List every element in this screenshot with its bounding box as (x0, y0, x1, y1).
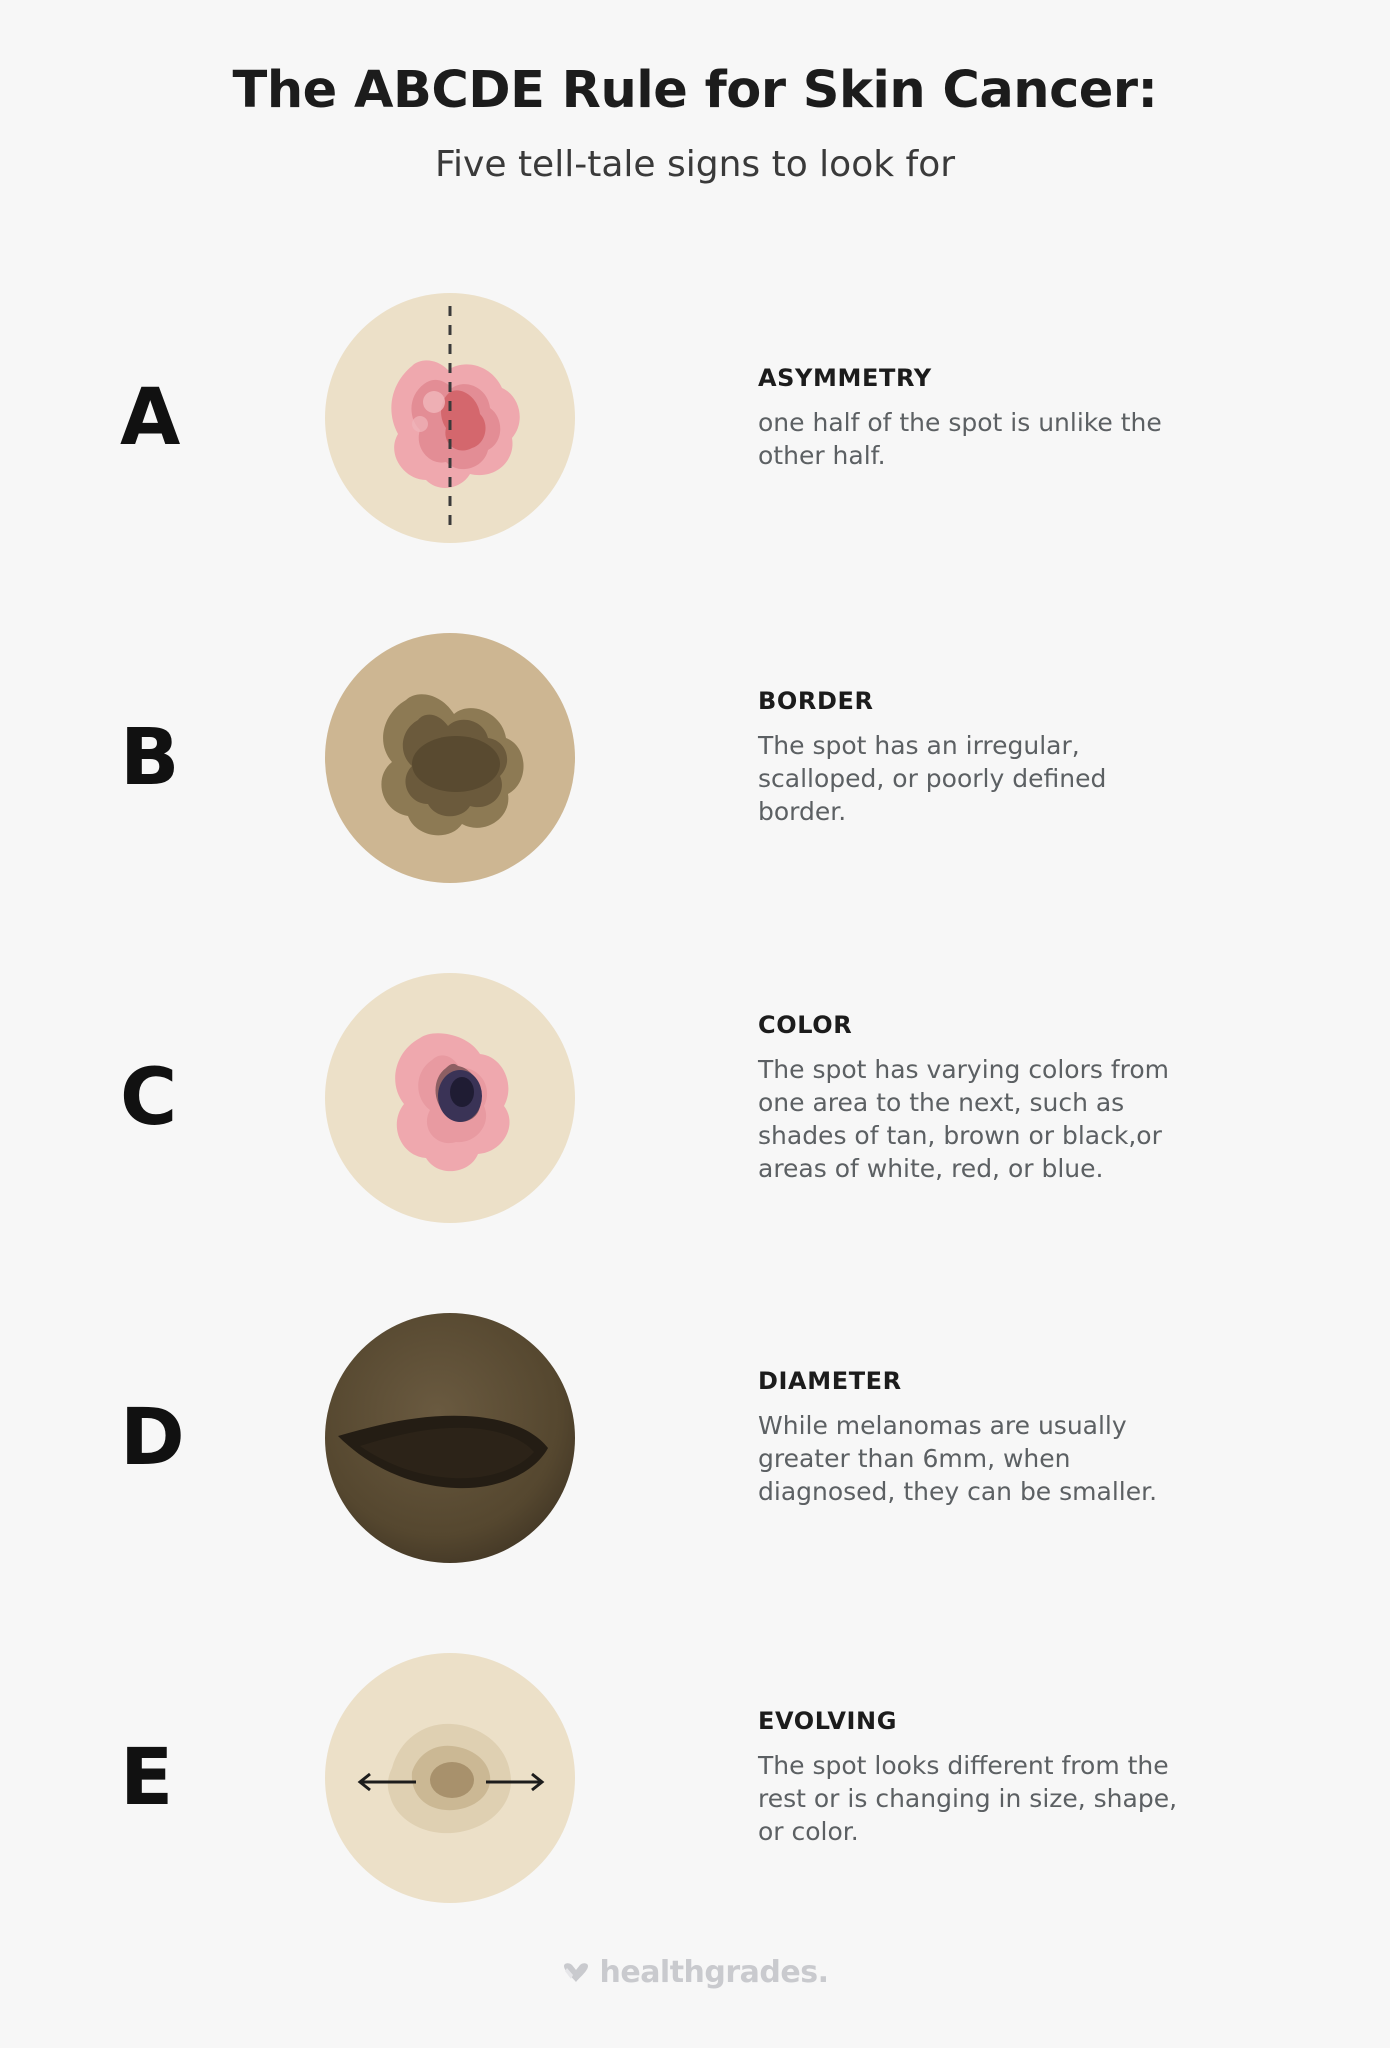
rule-letter-e: E (120, 1732, 174, 1823)
rule-term-a: ASYMMETRY (758, 363, 932, 392)
asymmetry-mole-illustration (320, 288, 580, 548)
footer (0, 1955, 1390, 1990)
brand-name: healthgrades. (599, 1955, 829, 1990)
rule-description-b: The spot has an irregular, scalloped, or poorly defined border. (758, 731, 1107, 827)
rule-description-a: one half of the spot is unlike the other half. (758, 407, 1162, 470)
rule-description-d: While melanomas are usually greater than 6mm, when diagnosed, they can be smaller. (758, 1411, 1158, 1507)
rule-text-b (580, 687, 1390, 828)
rule-list (0, 248, 1390, 1948)
rule-description-c: The spot has varying colors from one area to the next, such as shades of tan, brown or black,or areas of white, red, or blue. (758, 1054, 1170, 1183)
list-item (0, 588, 1390, 928)
rule-term-e: EVOLVING (758, 1707, 898, 1736)
list-item (0, 1268, 1390, 1608)
border-mole-illustration (320, 628, 580, 888)
rule-text-d (580, 1367, 1390, 1508)
rule-text-e (580, 1707, 1390, 1848)
rule-letter-a: A (120, 372, 181, 463)
healthgrades-heart-icon (561, 1962, 589, 1984)
rule-text-c (580, 1011, 1390, 1185)
list-item (0, 248, 1390, 588)
evolving-mole-illustration (320, 1648, 580, 1908)
color-mole-illustration (320, 968, 580, 1228)
rule-term-d: DIAMETER (758, 1367, 902, 1396)
rule-term-b: BORDER (758, 687, 874, 716)
list-item (0, 928, 1390, 1268)
diameter-mole-illustration (320, 1308, 580, 1568)
rule-description-e: The spot looks different from the rest or is changing in size, shape, or color. (758, 1751, 1178, 1847)
header (0, 0, 1390, 186)
page-title: The ABCDE Rule for Skin Cancer: (232, 61, 1158, 120)
rule-text-a (580, 364, 1390, 472)
rule-letter-d: D (120, 1392, 185, 1483)
page-subtitle: Five tell-tale signs to look for (434, 143, 956, 185)
rule-letter-c: C (120, 1052, 178, 1143)
list-item (0, 1608, 1390, 1948)
rule-term-c: COLOR (758, 1010, 853, 1039)
rule-letter-b: B (120, 712, 180, 803)
